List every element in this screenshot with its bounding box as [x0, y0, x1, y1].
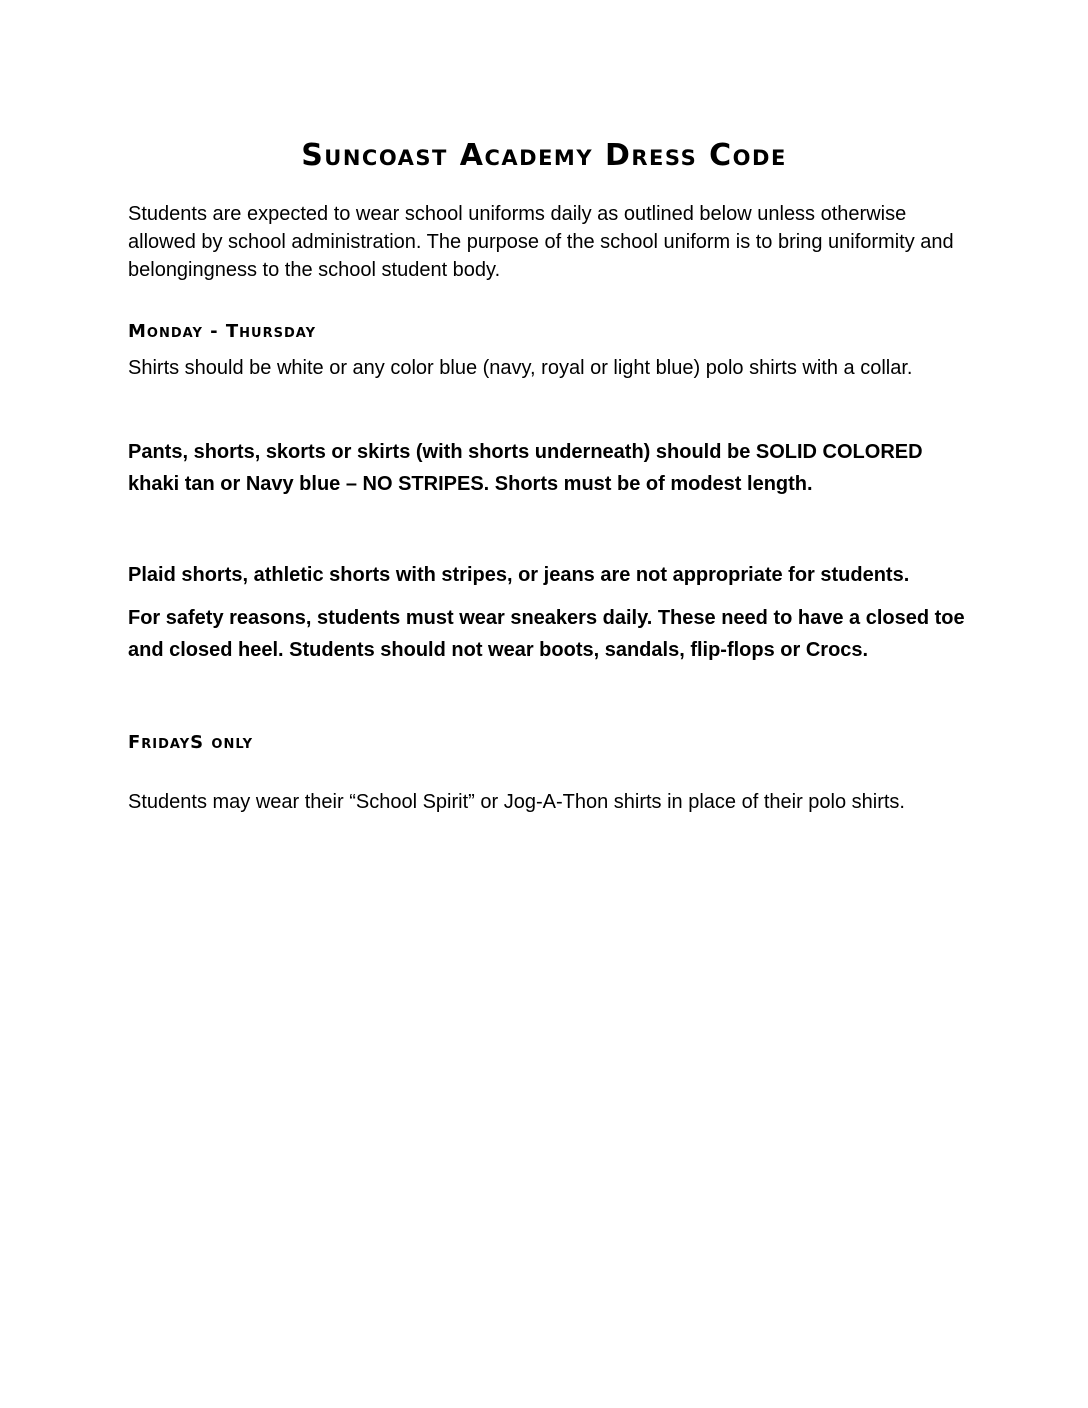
not-appropriate-paragraph: Plaid shorts, athletic shorts with stripes, or jeans are not appropriate for students. [128, 564, 910, 586]
shirts-paragraph: Shirts should be white or any color blue (navy, royal or light blue) polo shirts with a collar. [128, 357, 913, 379]
intro-paragraph: Students are expected to wear school uniforms daily as outlined below unless otherwise allowed by school administration. The purpose of the school uniform is to bring uniformity and belongingness to the school student body. [128, 203, 954, 281]
document-title: Suncoast Academy Dress Code [301, 138, 787, 173]
section-heading-fridays-only: FridayS only [128, 732, 253, 753]
fridays-paragraph: Students may wear their “School Spirit” or Jog-A-Thon shirts in place of their polo shirts. [128, 791, 905, 813]
section-heading-monday-thursday: Monday - Thursday [128, 321, 316, 342]
pants-paragraph: Pants, shorts, skorts or skirts (with shorts underneath) should be SOLID COLORED khaki tan or Navy blue – NO STRIPES. Shorts must be of modest length. [128, 441, 923, 495]
sneakers-paragraph: For safety reasons, students must wear sneakers daily. These need to have a closed toe and closed heel. Students should not wear boots, sandals, flip-flops or Crocs. [128, 607, 965, 661]
